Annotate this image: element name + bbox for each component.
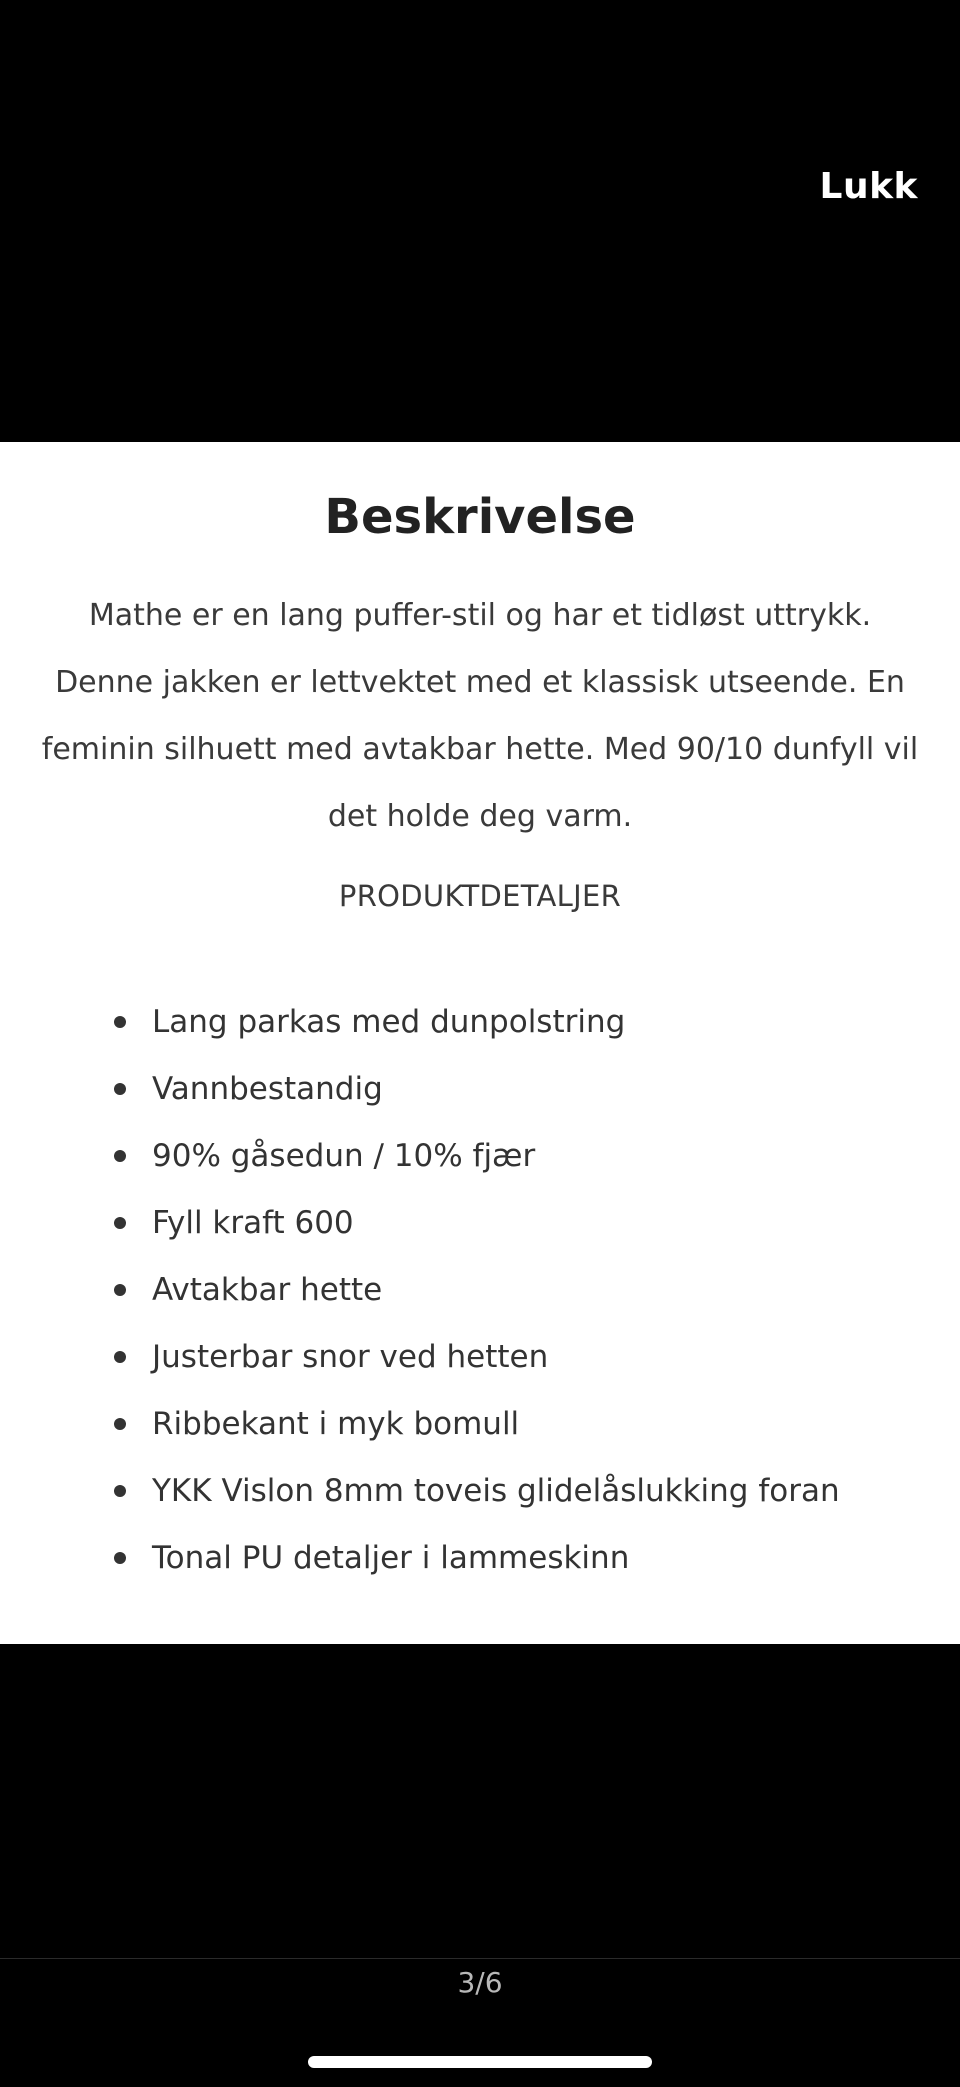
list-item-label: Vannbestandig bbox=[152, 1071, 383, 1107]
list-item bbox=[0, 996, 960, 1063]
list-item bbox=[0, 1532, 960, 1599]
home-indicator[interactable] bbox=[308, 2056, 652, 2068]
description-text bbox=[0, 582, 960, 850]
product-details-list bbox=[0, 996, 960, 1599]
bullet-icon bbox=[114, 1150, 126, 1162]
description-line: Denne jakken er lettvektet med et klassisk utseende. En bbox=[55, 665, 905, 700]
bullet-icon bbox=[114, 1217, 126, 1229]
list-item-label: Ribbekant i myk bomull bbox=[152, 1406, 520, 1442]
bullet-icon bbox=[114, 1284, 126, 1296]
list-item bbox=[0, 1398, 960, 1465]
close-button[interactable]: Lukk bbox=[819, 166, 918, 207]
description-line: Mathe er en lang puffer-stil og har et tidløst uttrykk. bbox=[88, 598, 872, 633]
list-item bbox=[0, 1465, 960, 1532]
product-details-heading: PRODUKTDETALJER bbox=[338, 879, 622, 913]
list-item-label: Avtakbar hette bbox=[152, 1272, 383, 1308]
list-item bbox=[0, 1197, 960, 1264]
description-card bbox=[0, 442, 960, 1644]
list-item-label: Lang parkas med dunpolstring bbox=[152, 1004, 626, 1040]
description-line: feminin silhuett med avtakbar hette. Med 90/10 dunfyll vil bbox=[41, 732, 919, 767]
bullet-icon bbox=[114, 1351, 126, 1363]
page-indicator: 3/6 bbox=[457, 1966, 503, 1999]
bullet-icon bbox=[114, 1016, 126, 1028]
footer-divider bbox=[0, 1958, 960, 1959]
bottom-area bbox=[0, 1644, 960, 2087]
list-item bbox=[0, 1264, 960, 1331]
list-item bbox=[0, 1130, 960, 1197]
bullet-icon bbox=[114, 1552, 126, 1564]
list-item-label: Fyll kraft 600 bbox=[152, 1205, 354, 1241]
description-line: det holde deg varm. bbox=[327, 799, 633, 834]
bullet-icon bbox=[114, 1418, 126, 1430]
list-item-label: Tonal PU detaljer i lammeskinn bbox=[152, 1540, 630, 1576]
list-item-label: Justerbar snor ved hetten bbox=[152, 1339, 549, 1375]
list-item-label: 90% gåsedun / 10% fjær bbox=[152, 1138, 536, 1174]
list-item bbox=[0, 1331, 960, 1398]
section-title: Beskrivelse bbox=[324, 489, 636, 545]
list-item-label: YKK Vislon 8mm toveis glidelåslukking foran bbox=[152, 1473, 840, 1509]
list-item bbox=[0, 1063, 960, 1130]
bullet-icon bbox=[114, 1083, 126, 1095]
bullet-icon bbox=[114, 1485, 126, 1497]
top-bar bbox=[0, 0, 960, 442]
